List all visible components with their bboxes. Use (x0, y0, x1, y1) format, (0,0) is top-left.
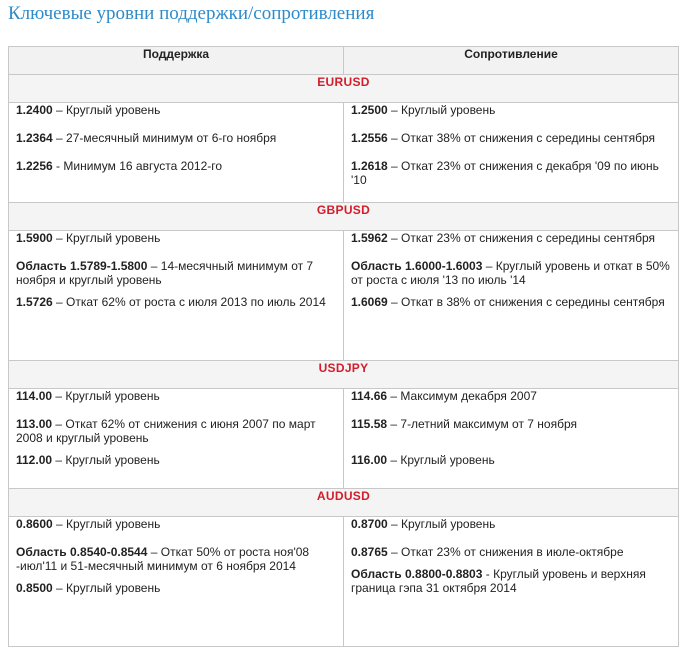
level-value: 114.66 (351, 389, 388, 403)
level-value: 1.5900 (16, 231, 53, 245)
page-title: Ключевые уровни поддержки/сопротивления (8, 3, 375, 24)
resistance-cell (344, 103, 679, 203)
level-value: 1.2256 (16, 159, 53, 173)
level-description: – Круглый уровень и откат в 50% от роста с июля '13 по июль '14 (351, 259, 670, 287)
resistance-cell (344, 517, 679, 647)
support-level-item (16, 103, 336, 117)
level-value: 1.2500 (351, 103, 388, 117)
level-description: - Минимум 16 августа 2012-го (52, 159, 223, 173)
resistance-level-item (351, 131, 671, 145)
level-description: – Откат 62% от снижения с июня 2007 по март 2008 и круглый уровень (16, 417, 316, 445)
support-level-item (16, 545, 336, 573)
level-value: 115.58 (351, 417, 388, 431)
support-cell (9, 517, 344, 647)
pair-row (9, 489, 679, 517)
resistance-level-item (351, 567, 671, 595)
resistance-level-item (351, 159, 671, 187)
level-description: – Откат в 38% от снижения с середины сентября (387, 295, 665, 309)
level-description: – Круглый уровень (52, 517, 161, 531)
resistance-cell (344, 231, 679, 361)
pair-name: USDJPY (9, 361, 679, 389)
level-description: – 27-месячный минимум от 6-го ноября (52, 131, 277, 145)
resistance-cell (344, 389, 679, 489)
support-cell (9, 231, 344, 361)
levels-row (9, 231, 679, 361)
level-description: – 14-месячный минимум от 7 ноября и круглый уровень (16, 259, 314, 287)
level-value: 0.8600 (16, 517, 53, 531)
resistance-level-item (351, 417, 671, 431)
level-description: – Круглый уровень (52, 103, 161, 117)
resistance-header: Сопротивление (344, 47, 679, 75)
resistance-level-item (351, 453, 671, 467)
support-level-item (16, 517, 336, 531)
level-value: 0.8500 (16, 581, 53, 595)
levels-row (9, 103, 679, 203)
resistance-level-item (351, 231, 671, 245)
pair-row (9, 203, 679, 231)
level-description: – Откат 23% от снижения с середины сентября (387, 231, 656, 245)
support-level-item (16, 581, 336, 595)
level-description: – Круглый уровень (52, 581, 161, 595)
level-description: – Круглый уровень (387, 103, 496, 117)
support-level-item (16, 231, 336, 245)
levels-row (9, 517, 679, 647)
level-description: – Круглый уровень (387, 453, 495, 467)
support-level-item (16, 389, 336, 403)
support-cell (9, 389, 344, 489)
level-value: 116.00 (351, 453, 388, 467)
level-value: 1.5726 (16, 295, 53, 309)
level-value: 1.5962 (351, 231, 388, 245)
level-description: – Круглый уровень (52, 453, 160, 467)
level-description: – Откат 50% от роста ноя'08 -июл'11 и 51-месячный минимум от 6 ноября 2014 (16, 545, 310, 573)
level-description: – Откат 23% от снижения с декабря '09 по июнь '10 (351, 159, 659, 187)
support-level-item (16, 417, 336, 445)
level-description: – Круглый уровень (387, 517, 496, 531)
level-value: 1.6069 (351, 295, 388, 309)
resistance-level-item (351, 517, 671, 531)
level-description: – Откат 62% от роста с июля 2013 по июль 2014 (52, 295, 326, 309)
resistance-level-item (351, 295, 671, 309)
level-value: 114.00 (16, 389, 53, 403)
header-row (9, 47, 679, 75)
level-description: – Откат 38% от снижения с середины сентября (387, 131, 656, 145)
level-description: – Круглый уровень (52, 389, 160, 403)
support-level-item (16, 159, 336, 173)
level-value: 1.2618 (351, 159, 388, 173)
levels-row (9, 389, 679, 489)
support-level-item (16, 131, 336, 145)
level-description: – Откат 23% от снижения в июле-октябре (387, 545, 624, 559)
level-value: 113.00 (16, 417, 53, 431)
pair-row (9, 75, 679, 103)
resistance-level-item (351, 545, 671, 559)
level-description: – Круглый уровень (52, 231, 161, 245)
level-description: – Максимум декабря 2007 (387, 389, 537, 403)
level-description: - Круглый уровень и верхняя граница гэпа 31 октября 2014 (351, 567, 646, 595)
level-value: 0.8765 (351, 545, 388, 559)
support-header: Поддержка (9, 47, 344, 75)
pair-name: GBPUSD (9, 203, 679, 231)
level-value: Область 0.8800-0.8803 (351, 567, 483, 581)
level-value: 1.2400 (16, 103, 53, 117)
level-value: 1.2556 (351, 131, 388, 145)
pair-row (9, 361, 679, 389)
support-cell (9, 103, 344, 203)
level-description: – 7-летний максимум от 7 ноября (387, 417, 578, 431)
level-value: 112.00 (16, 453, 53, 467)
pair-name: AUDUSD (9, 489, 679, 517)
level-value: Область 1.5789-1.5800 (16, 259, 148, 273)
resistance-level-item (351, 389, 671, 403)
level-value: Область 1.6000-1.6003 (351, 259, 483, 273)
level-value: Область 0.8540-0.8544 (16, 545, 148, 559)
resistance-level-item (351, 103, 671, 117)
level-value: 0.8700 (351, 517, 388, 531)
support-level-item (16, 259, 336, 287)
levels-table (8, 46, 679, 647)
support-level-item (16, 453, 336, 467)
level-value: 1.2364 (16, 131, 53, 145)
pair-name: EURUSD (9, 75, 679, 103)
resistance-level-item (351, 259, 671, 287)
support-level-item (16, 295, 336, 309)
